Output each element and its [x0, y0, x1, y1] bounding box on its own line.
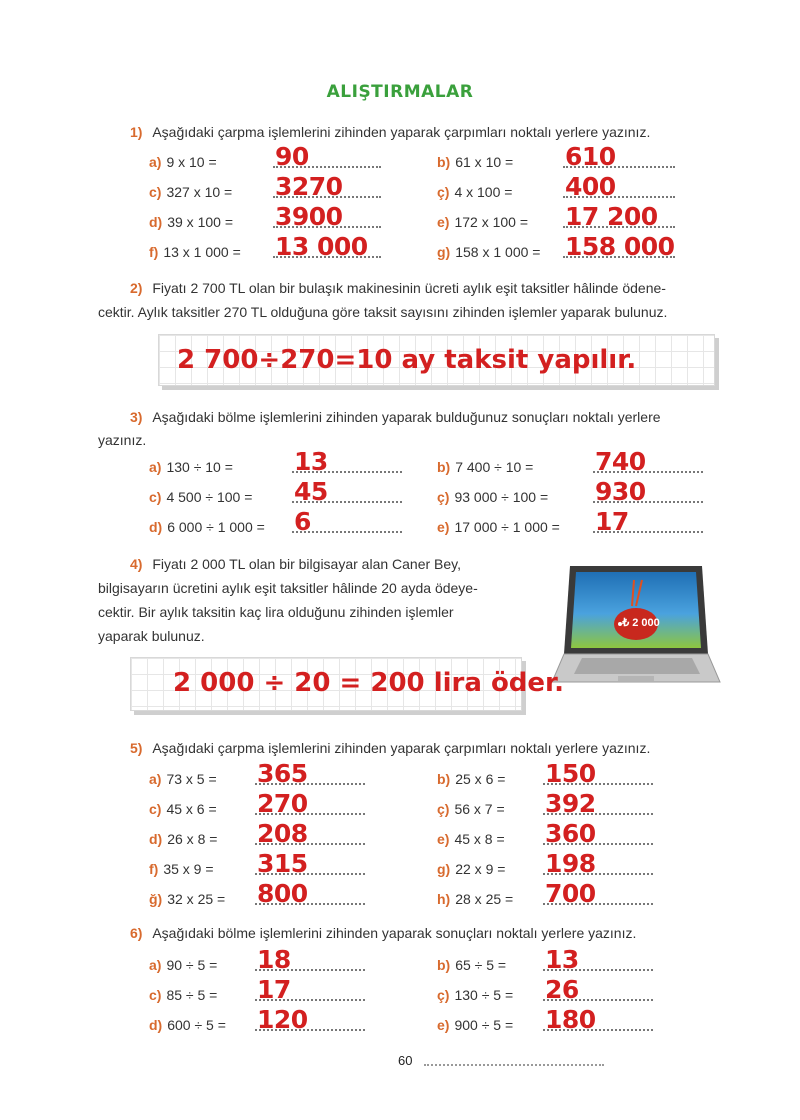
footer-decoration	[424, 1058, 604, 1066]
item-label: e)	[437, 214, 450, 230]
exercise-expression	[437, 831, 505, 847]
handwritten-answer: 392	[545, 789, 596, 818]
item-label: c)	[149, 801, 162, 817]
exercise-item	[149, 447, 419, 481]
item-expression: 25 x 6 =	[455, 771, 506, 787]
item-expression: 600 ÷ 5 =	[167, 1017, 226, 1033]
question-4-line-2: bilgisayarın ücretini aylık eşit taksitler hâlinde 20 ayda ödeye-	[98, 580, 478, 596]
exercise-expression	[149, 831, 217, 847]
item-expression: 65 ÷ 5 =	[455, 957, 507, 973]
exercise-expression	[437, 957, 506, 973]
handwritten-answer: 13 000	[275, 232, 368, 261]
exercise-expression	[437, 154, 513, 170]
exercise-item	[149, 477, 419, 511]
handwritten-answer: 365	[257, 759, 308, 788]
item-expression: 4 x 100 =	[454, 184, 513, 200]
exercise-item	[437, 879, 707, 913]
question-5	[130, 736, 650, 760]
question-text: Aşağıdaki bölme işlemlerini zihinden yaparak sonuçları noktalı yerlere yazınız.	[152, 925, 637, 941]
handwritten-answer: 208	[257, 819, 308, 848]
item-label: c)	[149, 184, 162, 200]
handwritten-answer: 18	[257, 945, 291, 974]
item-label: a)	[149, 771, 162, 787]
exercise-expression	[149, 519, 265, 535]
item-label: ğ)	[149, 891, 163, 907]
item-expression: 56 x 7 =	[454, 801, 505, 817]
handwritten-answer: 17 200	[565, 202, 658, 231]
exercise-expression	[149, 771, 217, 787]
item-expression: 35 x 9 =	[163, 861, 214, 877]
answer-text: 2 000 ÷ 20 = 200 lira öder.	[173, 668, 565, 698]
answer-box-q4	[130, 657, 565, 711]
handwritten-answer: 740	[595, 447, 646, 476]
exercise-expression	[437, 244, 540, 260]
exercise-item	[437, 1005, 707, 1039]
item-label: a)	[149, 957, 162, 973]
item-label: g)	[437, 861, 451, 877]
answer-box-q2	[158, 334, 715, 386]
exercise-expression	[149, 987, 217, 1003]
exercise-expression	[149, 957, 217, 973]
price-tag: ₺ 2 000	[622, 617, 660, 629]
question-4-line-3: cektir. Bir aylık taksitin kaç lira olduğunu zihinden işlemler	[98, 604, 454, 620]
item-expression: 32 x 25 =	[167, 891, 226, 907]
handwritten-answer: 26	[545, 975, 579, 1004]
question-number: 6)	[130, 925, 143, 941]
item-expression: 85 ÷ 5 =	[166, 987, 218, 1003]
item-label: e)	[437, 1017, 450, 1033]
exercise-item	[437, 507, 707, 541]
question-text-line-1: Aşağıdaki bölme işlemlerini zihinden yaparak bulduğunuz sonuçları noktalı yerlere	[152, 409, 661, 425]
question-2-cont	[98, 300, 738, 324]
question-number: 5)	[130, 740, 143, 756]
exercise-expression	[437, 801, 505, 817]
exercise-expression	[437, 771, 505, 787]
item-expression: 900 ÷ 5 =	[454, 1017, 514, 1033]
handwritten-answer: 90	[275, 142, 309, 171]
item-expression: 130 ÷ 5 =	[454, 987, 514, 1003]
item-label: b)	[437, 957, 451, 973]
item-expression: 90 ÷ 5 =	[166, 957, 218, 973]
item-label: b)	[437, 459, 451, 475]
exercise-expression	[149, 489, 252, 505]
exercise-item	[437, 477, 707, 511]
exercise-item	[437, 447, 707, 481]
handwritten-answer: 180	[545, 1005, 596, 1034]
item-expression: 13 x 1 000 =	[163, 244, 241, 260]
item-expression: 61 x 10 =	[455, 154, 514, 170]
exercise-expression	[149, 1017, 226, 1033]
question-number: 1)	[130, 124, 143, 140]
handwritten-answer: 158 000	[565, 232, 675, 261]
item-expression: 39 x 100 =	[167, 214, 233, 230]
item-expression: 22 x 9 =	[455, 861, 506, 877]
exercise-expression	[149, 184, 232, 200]
item-expression: 158 x 1 000 =	[455, 244, 541, 260]
item-expression: 9 x 10 =	[166, 154, 217, 170]
handwritten-answer: 610	[565, 142, 616, 171]
laptop-image	[552, 562, 722, 692]
exercise-expression	[149, 214, 233, 230]
question-text-line-2: yazınız.	[98, 432, 147, 448]
item-expression: 172 x 100 =	[454, 214, 529, 230]
item-expression: 26 x 8 =	[167, 831, 218, 847]
question-text: Aşağıdaki çarpma işlemlerini zihinden yaparak çarpımları noktalı yerlere yazınız.	[152, 124, 651, 140]
question-text: Aşağıdaki çarpma işlemlerini zihinden yaparak çarpımları noktalı yerlere yazınız.	[152, 740, 651, 756]
handwritten-answer: 13	[294, 447, 328, 476]
handwritten-answer: 3900	[275, 202, 343, 231]
exercise-expression	[149, 891, 225, 907]
item-label: d)	[149, 831, 163, 847]
question-number: 4)	[130, 556, 143, 572]
item-label: h)	[437, 891, 451, 907]
item-label: d)	[149, 1017, 163, 1033]
exercise-item	[149, 232, 419, 266]
item-label: ç)	[437, 489, 450, 505]
item-expression: 45 x 8 =	[454, 831, 505, 847]
item-expression: 45 x 6 =	[166, 801, 217, 817]
exercise-expression	[437, 184, 512, 200]
page-number: 60	[398, 1053, 413, 1068]
item-expression: 4 500 ÷ 100 =	[166, 489, 253, 505]
item-expression: 327 x 10 =	[166, 184, 233, 200]
exercise-expression	[149, 801, 217, 817]
exercise-item	[149, 507, 419, 541]
item-expression: 6 000 ÷ 1 000 =	[167, 519, 265, 535]
exercise-expression	[437, 1017, 513, 1033]
item-expression: 7 400 ÷ 10 =	[455, 459, 534, 475]
item-expression: 17 000 ÷ 1 000 =	[454, 519, 560, 535]
handwritten-answer: 400	[565, 172, 616, 201]
item-label: g)	[437, 244, 451, 260]
exercise-expression	[149, 154, 217, 170]
item-label: e)	[437, 831, 450, 847]
item-label: b)	[437, 154, 451, 170]
question-number: 3)	[130, 409, 143, 425]
exercise-item	[149, 879, 419, 913]
exercise-expression	[437, 987, 513, 1003]
page-title: ALIŞTIRMALAR	[326, 82, 474, 102]
item-label: a)	[149, 154, 162, 170]
answer-text: 2 700÷270=10 ay taksit yapılır.	[177, 345, 637, 375]
item-label: c)	[149, 987, 162, 1003]
exercise-expression	[149, 459, 233, 475]
exercise-expression	[437, 891, 513, 907]
handwritten-answer: 17	[257, 975, 291, 1004]
handwritten-answer: 270	[257, 789, 308, 818]
handwritten-answer: 800	[257, 879, 308, 908]
exercise-expression	[437, 861, 505, 877]
handwritten-answer: 315	[257, 849, 308, 878]
item-label: f)	[149, 244, 159, 260]
exercise-expression	[437, 489, 548, 505]
item-expression: 130 ÷ 10 =	[166, 459, 233, 475]
handwritten-answer: 930	[595, 477, 646, 506]
handwritten-answer: 45	[294, 477, 328, 506]
item-label: b)	[437, 771, 451, 787]
exercise-expression	[437, 459, 533, 475]
item-label: ç)	[437, 987, 450, 1003]
exercise-expression	[149, 244, 241, 260]
handwritten-answer: 6	[294, 507, 311, 536]
handwritten-answer: 360	[545, 819, 596, 848]
question-number: 2)	[130, 280, 143, 296]
question-6	[130, 921, 636, 945]
question-text-line-2: cektir. Aylık taksitler 270 TL olduğuna göre taksit sayısını zihinden işlemler yaparak bulunuz.	[98, 304, 668, 320]
question-text-line-1: Fiyatı 2 700 TL olan bir bulaşık makinesinin ücreti aylık eşit taksitler hâlinde ödene-	[152, 280, 666, 296]
question-3-cont	[98, 428, 146, 452]
item-expression: 93 000 ÷ 100 =	[454, 489, 549, 505]
handwritten-answer: 17	[595, 507, 629, 536]
handwritten-answer: 120	[257, 1005, 308, 1034]
handwritten-answer: 700	[545, 879, 596, 908]
item-label: a)	[149, 459, 162, 475]
item-label: f)	[149, 861, 159, 877]
question-4	[130, 552, 461, 576]
item-label: d)	[149, 214, 163, 230]
item-label: c)	[149, 489, 162, 505]
question-3	[130, 405, 730, 429]
handwritten-answer: 150	[545, 759, 596, 788]
exercise-expression	[437, 519, 560, 535]
item-expression: 28 x 25 =	[455, 891, 514, 907]
handwritten-answer: 198	[545, 849, 596, 878]
handwritten-answer: 13	[545, 945, 579, 974]
exercise-item	[437, 232, 707, 266]
question-1	[130, 120, 650, 144]
handwritten-answer: 3270	[275, 172, 343, 201]
item-label: ç)	[437, 801, 450, 817]
item-label: ç)	[437, 184, 450, 200]
question-2	[130, 276, 730, 300]
item-label: e)	[437, 519, 450, 535]
exercise-expression	[437, 214, 528, 230]
exercise-item	[149, 1005, 419, 1039]
question-text-line-1: Fiyatı 2 000 TL olan bir bilgisayar alan Caner Bey,	[152, 556, 462, 572]
exercise-expression	[149, 861, 214, 877]
item-label: d)	[149, 519, 163, 535]
question-4-line-4: yaparak bulunuz.	[98, 628, 205, 644]
item-expression: 73 x 5 =	[166, 771, 217, 787]
